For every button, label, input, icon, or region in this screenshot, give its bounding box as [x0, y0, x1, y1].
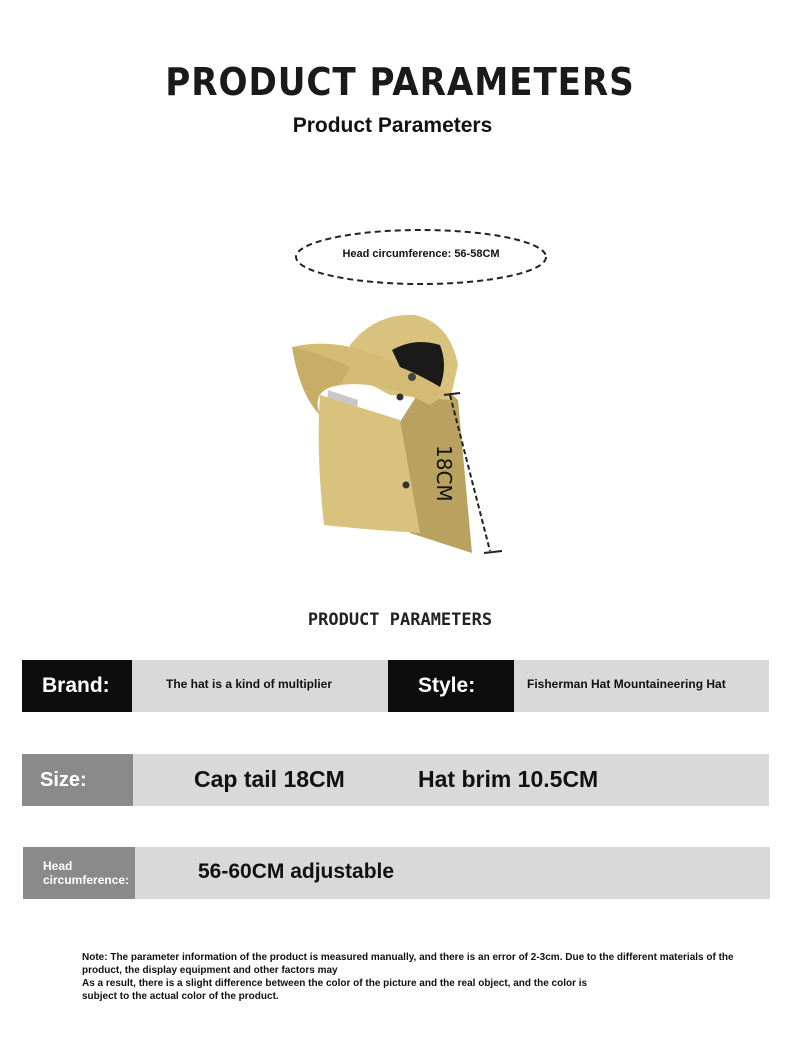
brand-label: Brand:	[22, 660, 132, 712]
head-circumference-label-cell	[23, 847, 135, 899]
hat-brim-value: Hat brim 10.5CM	[418, 766, 599, 792]
tail-measurement-label: 18CM	[432, 445, 456, 502]
style-label: Style:	[388, 660, 514, 712]
brand-style-row	[22, 660, 769, 712]
head-circumference-label: Head circumference: 56-58CM	[342, 248, 500, 260]
size-row	[22, 754, 769, 806]
head-circumference-value: 56-60CM adjustable	[198, 860, 395, 883]
page-title: PRODUCT PARAMETERS	[165, 60, 635, 104]
note-line-2: As a result, there is a slight difference between the color of the picture and the real object, and the color is subject to the actual color of the product.	[82, 978, 588, 1002]
page-subtitle: Product Parameters	[292, 114, 493, 137]
hat-illustration	[280, 305, 520, 570]
size-label: Size:	[22, 754, 133, 806]
head-circumference-row	[23, 847, 770, 899]
fisherman-hat-icon	[280, 305, 520, 570]
brand-value: The hat is a kind of multiplier	[166, 677, 333, 691]
style-value: Fisherman Hat Mountaineering Hat	[527, 677, 726, 691]
head-label-line-1: Head	[43, 859, 73, 873]
note-line-1: Note: The parameter information of the product is measured manually, and there is an error of 2-3cm. Due to the different materials of the product, the display equipment and other factors may	[82, 952, 734, 976]
cap-tail-value: Cap tail 18CM	[194, 766, 345, 792]
head-circumference-callout	[294, 228, 548, 286]
section-heading: PRODUCT PARAMETERS	[307, 610, 493, 630]
head-label-line-2: circumference:	[43, 873, 130, 887]
